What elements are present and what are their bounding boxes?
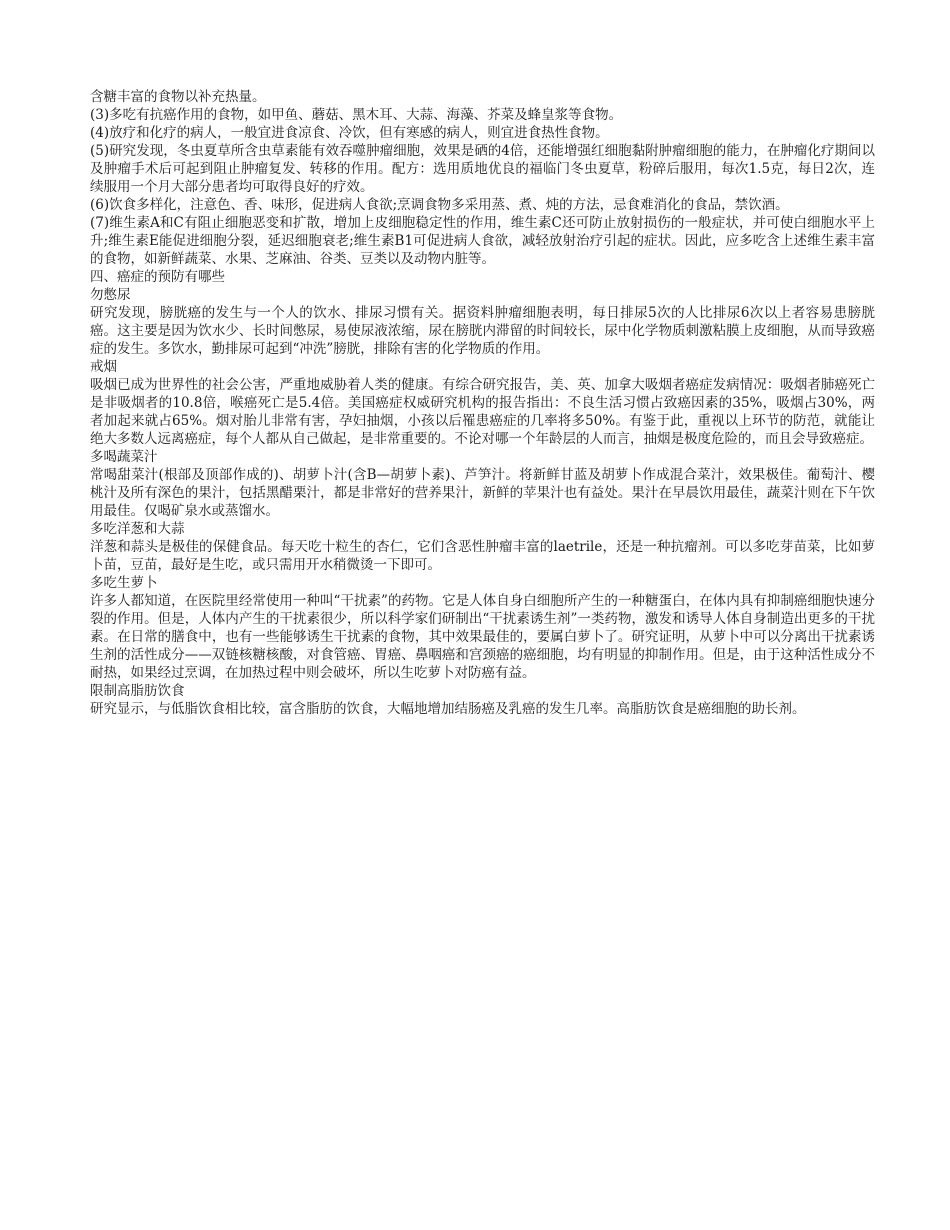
- paragraph-item-3: (3)多吃有抗癌作用的食物，如甲鱼、蘑菇、黑木耳、大蒜、海藻、芥菜及蜂皇浆等食物。: [90, 107, 623, 123]
- paragraph-sugar: 含糖丰富的食物以补充热量。: [90, 89, 266, 105]
- paragraph-item-4: (4)放疗和化疗的病人，一般宜进食凉食、冷饮，但有寒感的病人，则宜进食热性食物。: [90, 125, 609, 141]
- paragraph-urine: 研究发现，膀胱癌的发生与一个人的饮水、排尿习惯有关。据资料肿瘤细胞表明，每日排尿5次的人比排尿6次以上者容易患膀胱癌。这主要是因为饮水少、长时间憋尿，易使尿液浓缩，尿在膀胱内滞留的时间较长，尿中化学物质刺激粘膜上皮细胞，从而导致癌症的发生。多饮水，勤排尿可起到“冲洗”膀胱，排除有害的化学物质的作用。: [90, 305, 875, 357]
- paragraph-onion-garlic: 洋葱和蒜头是极佳的保健食品。每天吃十粒生的杏仁，它们含恶性肿瘤丰富的laetrile，还是一种抗瘤剂。可以多吃芽苗菜，比如萝卜苗，豆苗，最好是生吃，或只需用开水稍微烫一下即可。: [90, 539, 875, 573]
- paragraph-radish: 许多人都知道，在医院里经常使用一种叫“干扰素”的药物。它是人体自身白细胞所产生的一种糖蛋白，在体内具有抑制癌细胞快速分裂的作用。但是，人体内产生的干扰素很少，所以科学家们研制出“干扰素诱生剂”一类药物，激发和诱导人体自身制造出更多的干扰素。在日常的膳食中，也有一些能够诱生干扰素的食物，其中效果最佳的，要属白萝卜了。研究证明，从萝卜中可以分离出干扰素诱生剂的活性成分——双链核糖核酸，对食管癌、胃癌、鼻咽癌和宫颈癌的癌细胞，均有明显的抑制作用。但是，由于这种活性成分不耐热，如果经过烹调，在加热过程中则会破坏，所以生吃萝卜对防癌有益。: [90, 593, 875, 681]
- subheading-vegetable-juice: 多喝蔬菜汁: [90, 449, 158, 465]
- subheading-raw-radish: 多吃生萝卜: [90, 575, 158, 591]
- paragraph-fat: 研究显示，与低脂饮食相比较，富含脂肪的饮食，大幅地增加结肠癌及乳癌的发生几率。高脂肪饮食是癌细胞的助长剂。: [90, 701, 806, 717]
- subheading-no-holding-urine: 勿憋尿: [90, 287, 131, 303]
- section-heading-prevention: 四、癌症的预防有哪些: [90, 269, 225, 285]
- paragraph-smoking: 吸烟已成为世界性的社会公害，严重地威胁着人类的健康。有综合研究报告，美、英、加拿大吸烟者癌症发病情况：吸烟者肺癌死亡是非吸烟者的10.8倍，喉癌死亡是5.4倍。美国癌症权威研究机构的报告指出：不良生活习惯占致癌因素的35%，吸烟占30%，两者加起来就占65%。烟对胎儿非常有害，孕妇抽烟，小孩以后罹患癌症的几率将多50%。有鉴于此，重视以上环节的防范，就能让绝大多数人远离癌症，每个人都从自己做起，是非常重要的。不论对哪一个年龄层的人而言，抽烟是极度危险的，而且会导致癌症。: [90, 377, 875, 447]
- subheading-limit-fat: 限制高脂肪饮食: [90, 683, 185, 699]
- document-page: [90, 88, 875, 718]
- subheading-onion-garlic: 多吃洋葱和大蒜: [90, 521, 185, 537]
- paragraph-item-5: (5)研究发现，冬虫夏草所含虫草素能有效吞噬肿瘤细胞，效果是硒的4倍，还能增强红细胞黏附肿瘤细胞的能力，在肿瘤化疗期间以及肿瘤手术后可起到阻止肿瘤复发、转移的作用。配方：选用质地优良的福临门冬虫夏草，粉碎后服用，每次1.5克，每日2次，连续服用一个月大部分患者均可取得良好的疗效。: [90, 143, 875, 195]
- paragraph-juice: 常喝甜菜汁(根部及顶部作成的)、胡萝卜汁(含B—胡萝卜素)、芦笋汁。将新鲜甘蓝及胡萝卜作成混合菜汁，效果极佳。葡萄汁、樱桃汁及所有深色的果汁，包括黑醋栗汁，都是非常好的营养果汁，新鲜的苹果汁也有益处。果汁在早晨饮用最佳，蔬菜汁则在下午饮用最佳。仅喝矿泉水或蒸馏水。: [90, 467, 875, 519]
- paragraph-item-7: (7)维生素A和C有阻止细胞恶变和扩散，增加上皮细胞稳定性的作用，维生素C还可防止放射损伤的一般症状，并可使白细胞水平上升;维生素E能促进细胞分裂，延迟细胞衰老;维生素B1可促进病人食欲，减轻放射治疗引起的症状。因此，应多吃含上述维生素丰富的食物，如新鲜蔬菜、水果、芝麻油、谷类、豆类以及动物内脏等。: [90, 215, 875, 267]
- paragraph-item-6: (6)饮食多样化，注意色、香、味形，促进病人食欲;烹调食物多采用蒸、煮、炖的方法，忌食难消化的食品，禁饮酒。: [90, 197, 789, 213]
- subheading-quit-smoking: 戒烟: [90, 359, 117, 375]
